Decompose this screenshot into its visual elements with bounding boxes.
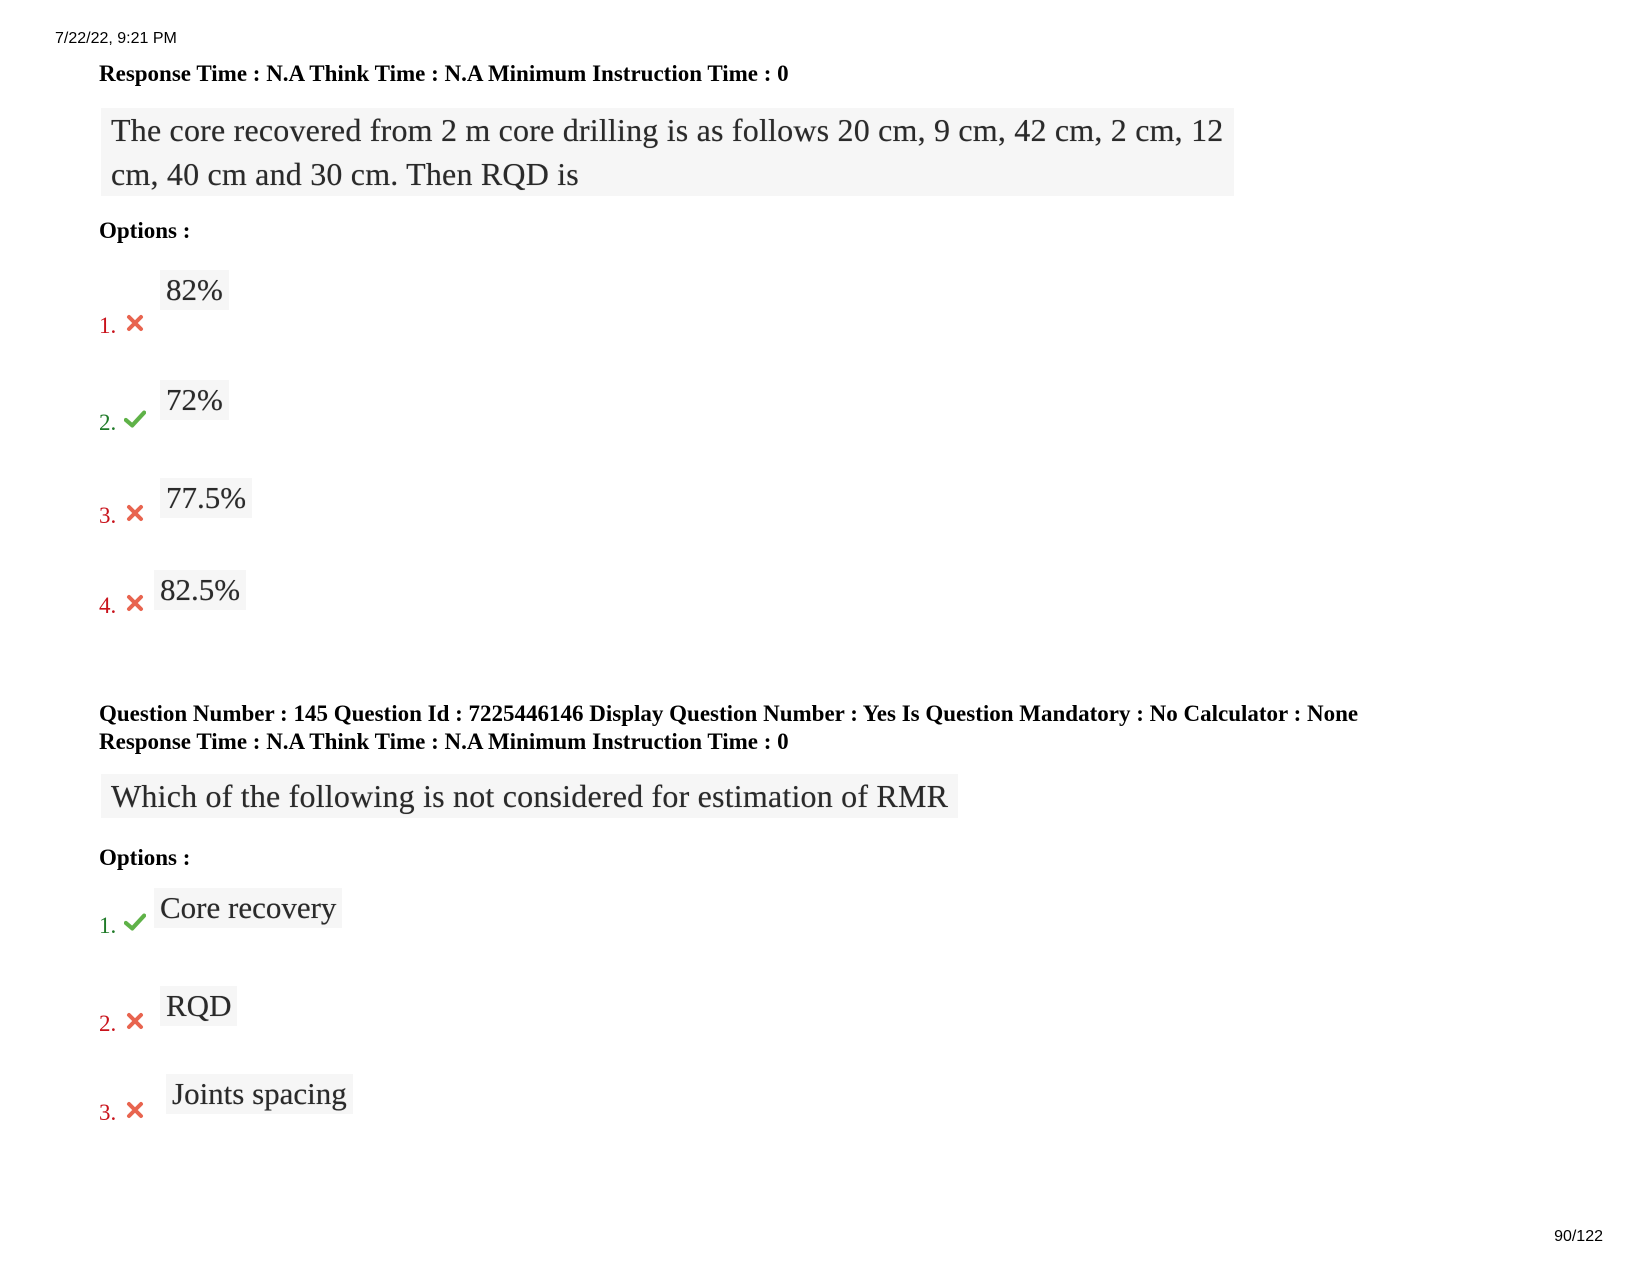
check-icon xyxy=(124,408,146,430)
cross-icon xyxy=(124,1099,146,1121)
q2-option-3-text: Joints spacing xyxy=(166,1074,353,1114)
q1-question-line2: cm, 40 cm and 30 cm. Then RQD is xyxy=(111,156,579,192)
q2-question-image xyxy=(101,774,958,818)
q1-option-1-number: 1. xyxy=(99,313,117,338)
q1-question-image xyxy=(101,108,1234,196)
q1-question-line1: The core recovered from 2 m core drilling is as follows 20 cm, 9 cm, 42 cm, 2 cm, 12 xyxy=(111,112,1224,148)
check-icon xyxy=(124,911,146,933)
q1-option-4-text: 82.5% xyxy=(154,570,246,610)
q1-option-1-text: 82% xyxy=(160,270,229,310)
q2-meta-line-2: Response Time : N.A Think Time : N.A Minimum Instruction Time : 0 xyxy=(99,729,789,754)
print-timestamp: 7/22/22, 9:21 PM xyxy=(55,30,177,47)
page-number: 90/122 xyxy=(1554,1228,1603,1245)
q1-option-4-number: 4. xyxy=(99,593,117,618)
cross-icon xyxy=(124,1010,146,1032)
q2-option-2-number: 2. xyxy=(99,1011,117,1036)
q1-option-2-text: 72% xyxy=(160,380,229,420)
cross-icon xyxy=(124,502,146,524)
q2-option-3-number: 3. xyxy=(99,1100,117,1125)
q1-options-label: Options : xyxy=(99,218,191,243)
q1-meta-line: Response Time : N.A Think Time : N.A Minimum Instruction Time : 0 xyxy=(99,61,789,86)
q2-option-1-text: Core recovery xyxy=(154,888,342,928)
q1-option-2-number: 2. xyxy=(99,410,117,435)
q1-option-3-number: 3. xyxy=(99,503,117,528)
q1-option-3-text: 77.5% xyxy=(160,478,252,518)
q2-options-label: Options : xyxy=(99,845,191,870)
q2-option-2-text: RQD xyxy=(160,986,237,1026)
cross-icon xyxy=(124,312,146,334)
q2-option-1-number: 1. xyxy=(99,913,117,938)
cross-icon xyxy=(124,592,146,614)
q2-question-line1: Which of the following is not considered for estimation of RMR xyxy=(111,778,949,814)
q2-meta-line-1: Question Number : 145 Question Id : 7225446146 Display Question Number : Yes Is Question Mandatory : No Calculator : None xyxy=(99,701,1359,726)
